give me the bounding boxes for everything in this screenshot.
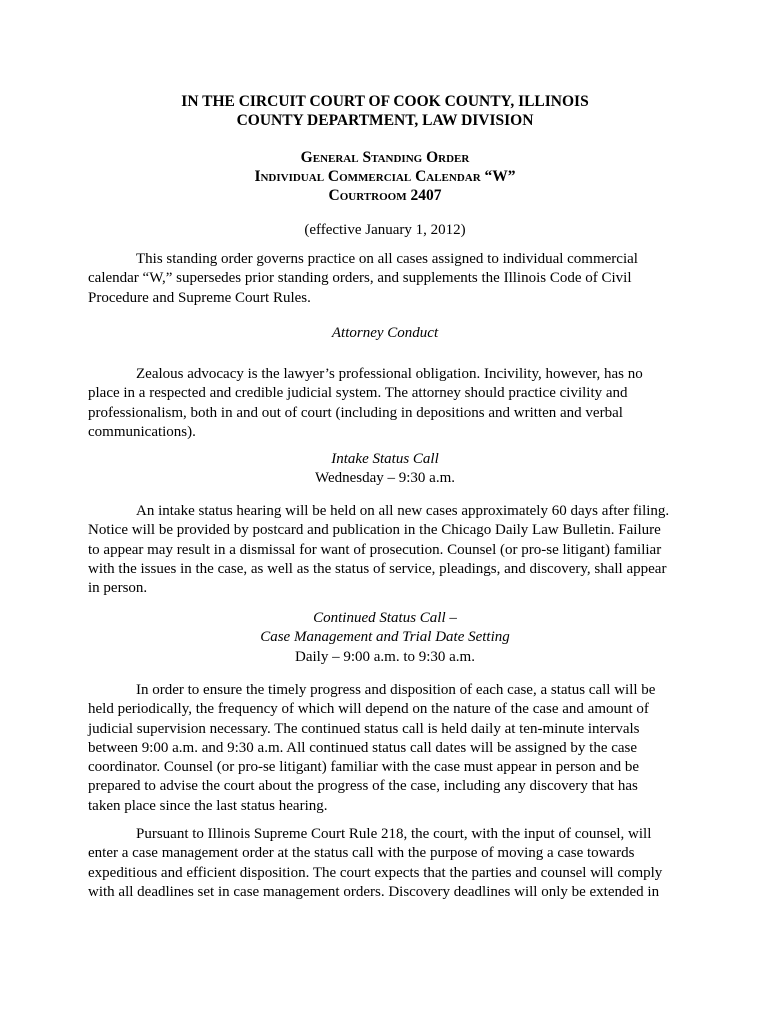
section-time: Daily – 9:00 a.m. to 9:30 a.m. bbox=[295, 648, 475, 665]
section-time: Wednesday – 9:30 a.m. bbox=[314, 470, 455, 487]
intake-paragraph bbox=[88, 502, 688, 598]
attorney-conduct-heading bbox=[0, 324, 770, 343]
paragraph-line: This standing order governs practice on all cases assigned to individual commercial bbox=[136, 251, 638, 267]
paragraph-line: to appear may result in a dismissal for want of prosecution. Counsel (or pro-se litigant) familiar bbox=[88, 541, 662, 558]
paragraph-line: Notice will be provided by postcard and publication in the Chicago Daily Law Bulletin. Failure bbox=[88, 522, 661, 539]
continued-heading bbox=[0, 609, 770, 667]
paragraph-line: Procedure and Supreme Court Rules. bbox=[88, 289, 311, 306]
continued-paragraph-2 bbox=[88, 825, 688, 902]
paragraph-line: between 9:00 a.m. and 9:30 a.m. All continued status call dates will be assigned by the case bbox=[88, 739, 638, 756]
paragraph-line: Zealous advocacy is the lawyer’s professional obligation. Incivility, however, has no bbox=[136, 366, 643, 382]
section-heading: Intake Status Call bbox=[331, 451, 439, 467]
attorney-conduct-paragraph bbox=[88, 365, 688, 442]
paragraph-line: taken place since the last status hearing. bbox=[88, 797, 328, 814]
paragraph-line: An intake status hearing will be held on all new cases approximately 60 days after filing. bbox=[136, 503, 670, 519]
paragraph-line: in person. bbox=[88, 580, 148, 597]
paragraph-line: judicial supervision necessary. The continued status call is held daily at ten-minute intervals bbox=[88, 720, 640, 737]
court-header bbox=[0, 93, 770, 130]
paragraph-line: prepared to advise the court about the progress of the case, including any discovery that has bbox=[88, 778, 638, 795]
paragraph-line: enter a case management order at the status call with the purpose of moving a case towards bbox=[88, 845, 635, 862]
paragraph-line: coordinator. Counsel (or pro-se litigant) familiar with the case must appear in person and be bbox=[88, 759, 640, 776]
effective-date: (effective January 1, 2012) bbox=[304, 222, 466, 238]
paragraph-line: with the issues in the case, as well as the status of service, pleadings, and discovery, shall appear bbox=[88, 560, 667, 577]
paragraph-line: professionalism, both in and out of court (including in depositions and written and verbal bbox=[88, 404, 623, 421]
paragraph-line: expeditious and efficient disposition. The court expects that the parties and counsel will comply bbox=[88, 864, 663, 881]
court-header-line-2: COUNTY DEPARTMENT, LAW DIVISION bbox=[236, 111, 534, 129]
paragraph-line: In order to ensure the timely progress and disposition of each case, a status call will be bbox=[136, 682, 656, 698]
court-header-line-1: IN THE CIRCUIT COURT OF COOK COUNTY, ILLINOIS bbox=[181, 93, 589, 110]
paragraph-line: communications). bbox=[88, 423, 196, 440]
order-header bbox=[0, 148, 770, 205]
section-heading: Continued Status Call – bbox=[313, 610, 457, 626]
intro-paragraph bbox=[88, 250, 688, 308]
intake-heading bbox=[0, 450, 770, 489]
continued-paragraph-1 bbox=[88, 681, 688, 816]
paragraph-line: calendar “W,” supersedes prior standing orders, and supplements the Illinois Code of Civil bbox=[88, 270, 632, 287]
paragraph-line: place in a respected and credible judicial system. The attorney should practice civility and bbox=[88, 385, 628, 402]
order-courtroom: Courtroom 2407 bbox=[328, 187, 442, 204]
paragraph-line: held periodically, the frequency of which will depend on the nature of the case and amount of bbox=[88, 701, 649, 718]
section-subheading: Case Management and Trial Date Setting bbox=[260, 629, 510, 646]
order-title: General Standing Order bbox=[300, 149, 470, 166]
paragraph-line: Pursuant to Illinois Supreme Court Rule 218, the court, with the input of counsel, will bbox=[136, 826, 652, 842]
order-calendar: Individual Commercial Calendar “W” bbox=[254, 168, 516, 185]
paragraph-line: with all deadlines set in case management orders. Discovery deadlines will only be extended in bbox=[88, 883, 660, 900]
section-heading: Attorney Conduct bbox=[331, 325, 439, 341]
